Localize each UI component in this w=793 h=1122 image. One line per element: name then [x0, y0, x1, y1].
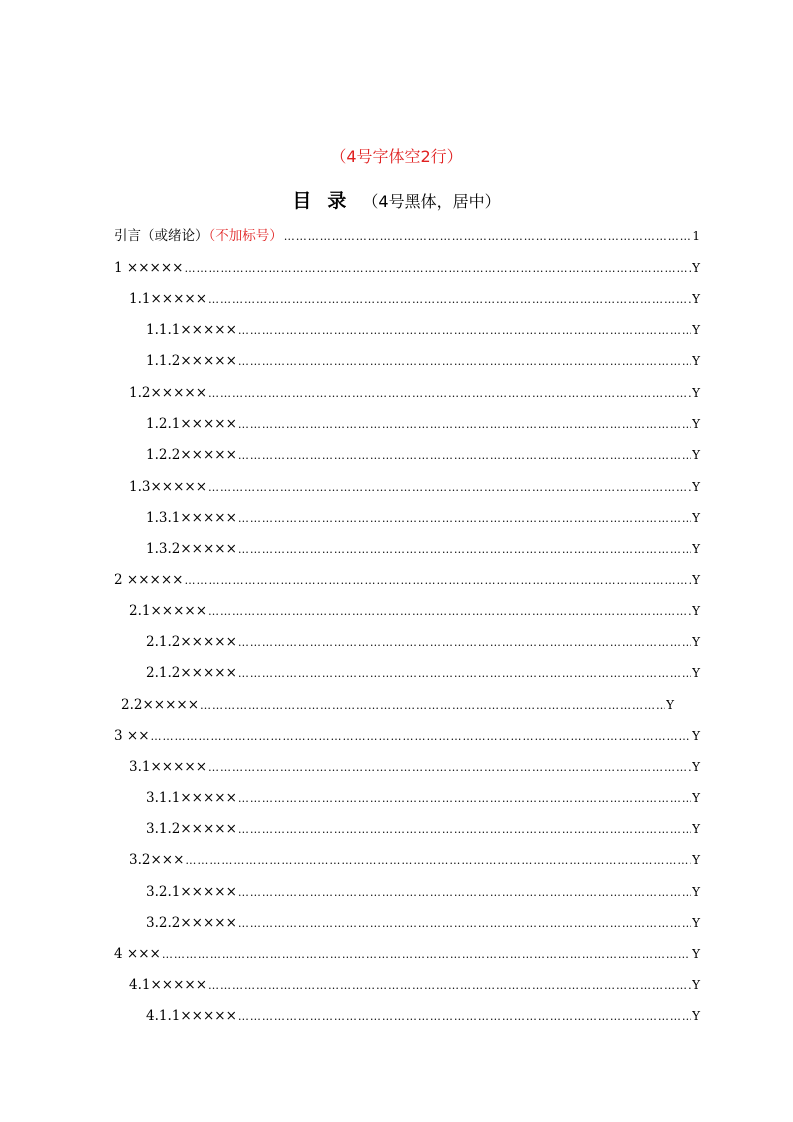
toc-entry[interactable] — [146, 413, 700, 435]
toc-entry-label: 2.1.2××××× — [146, 634, 237, 650]
dot-leader — [208, 477, 691, 499]
toc-entry-label: 3.1××××× — [129, 759, 208, 775]
toc-entry[interactable] — [129, 600, 700, 622]
toc-entry-label: 1.3.2××××× — [146, 541, 237, 557]
toc-entry-label: 1.2××××× — [129, 385, 208, 401]
dot-leader — [238, 351, 691, 373]
toc-entry-label: 2.2××××× — [121, 697, 200, 713]
toc-page-number: Y — [692, 947, 700, 961]
toc-entry-label: 1.3.1××××× — [146, 510, 237, 526]
toc-entry-note: （不加标号） — [208, 228, 283, 244]
toc-entry[interactable] — [129, 756, 700, 778]
toc-entry-label: 2.1××××× — [129, 603, 208, 619]
toc-entry[interactable] — [146, 631, 700, 653]
toc-entry[interactable] — [146, 912, 700, 934]
toc-entry-label: 3.1.2××××× — [146, 821, 237, 837]
toc-page-number: Y — [692, 666, 700, 680]
toc-entry-label: 1.1××××× — [129, 291, 208, 307]
toc-entry-label: 3 ×× — [114, 728, 150, 744]
toc-page-number: Y — [692, 386, 700, 400]
toc-entry[interactable] — [146, 538, 700, 560]
toc-entry[interactable] — [146, 1005, 700, 1027]
toc-page-number: Y — [692, 448, 700, 462]
toc-entry[interactable] — [146, 319, 700, 341]
toc-page-number: Y — [692, 916, 700, 930]
toc-page-number: Y — [692, 1009, 700, 1023]
toc-page-number: Y — [666, 698, 674, 712]
toc-page-number: Y — [692, 480, 700, 494]
toc-entry[interactable] — [129, 476, 700, 498]
dot-leader — [238, 882, 691, 904]
toc-page-number: Y — [692, 853, 700, 867]
dot-leader — [238, 508, 691, 530]
dot-leader — [284, 226, 692, 248]
toc-page-number: Y — [692, 978, 700, 992]
toc-page-number: Y — [692, 791, 700, 805]
toc-page-number: Y — [692, 760, 700, 774]
toc-entry[interactable] — [146, 818, 700, 840]
toc-title-format-hint: （4号黑体，居中） — [362, 192, 501, 211]
toc-entry[interactable] — [146, 444, 700, 466]
dot-leader — [238, 913, 691, 935]
toc-entry-label: 1.2.2××××× — [146, 447, 237, 463]
toc-entry[interactable] — [146, 881, 700, 903]
dot-leader — [238, 539, 691, 561]
toc-entry-label: 1.1.1××××× — [146, 322, 237, 338]
toc-page-number: Y — [692, 354, 700, 368]
toc-entry-label: 1.2.1××××× — [146, 416, 237, 432]
toc-page-number: Y — [692, 417, 700, 431]
toc-page-number: Y — [692, 542, 700, 556]
dot-leader — [185, 850, 691, 872]
dot-leader — [208, 289, 691, 311]
toc-entry[interactable] — [114, 725, 700, 747]
dot-leader — [238, 320, 691, 342]
toc-page-number: 1 — [692, 229, 700, 243]
toc-page-number: Y — [692, 822, 700, 836]
dot-leader — [184, 570, 691, 592]
dot-leader — [238, 819, 691, 841]
toc-entry-label: 4.1××××× — [129, 977, 208, 993]
toc-page-number: Y — [692, 635, 700, 649]
toc-entry[interactable] — [129, 382, 700, 404]
toc-heading — [0, 186, 793, 213]
dot-leader — [238, 445, 691, 467]
toc-entry-intro[interactable] — [114, 225, 700, 247]
toc-page-number: Y — [692, 511, 700, 525]
dot-leader — [238, 632, 691, 654]
toc-entry-label: 3.2.1××××× — [146, 884, 237, 900]
toc-entry-label: 4.1.1××××× — [146, 1008, 237, 1024]
toc-entry[interactable] — [146, 787, 700, 809]
dot-leader — [208, 757, 691, 779]
toc-entry[interactable] — [146, 350, 700, 372]
toc-entry-label: 3.2.2××××× — [146, 915, 237, 931]
dot-leader — [151, 726, 692, 748]
dot-leader — [238, 788, 691, 810]
toc-entry[interactable] — [129, 288, 700, 310]
toc-page-number: Y — [692, 573, 700, 587]
toc-entry-label: 2.1.2××××× — [146, 665, 237, 681]
toc-page-number: Y — [692, 729, 700, 743]
toc-entry-label: 1.1.2××××× — [146, 353, 237, 369]
toc-page-number: Y — [692, 261, 700, 275]
toc-entry-label: 3.2××× — [129, 852, 185, 868]
toc-page-number: Y — [692, 885, 700, 899]
toc-entry-label: 1.3××××× — [129, 479, 208, 495]
toc-entry-label: 3.1.1××××× — [146, 790, 237, 806]
spacing-note: （4号字体空2行） — [330, 147, 463, 166]
toc-entry[interactable] — [114, 257, 700, 279]
toc-page-number: Y — [692, 323, 700, 337]
toc-entry[interactable] — [146, 507, 700, 529]
toc-entry[interactable] — [129, 974, 700, 996]
dot-leader — [208, 975, 691, 997]
toc-page-number: Y — [692, 604, 700, 618]
toc-entry[interactable] — [146, 662, 700, 684]
toc-title: 目录 — [292, 190, 363, 212]
toc-entry[interactable] — [114, 569, 700, 591]
toc-entry-label: 2 ××××× — [114, 572, 184, 588]
toc-entry-label: 4 ××× — [114, 946, 161, 962]
dot-leader — [238, 1006, 691, 1028]
dot-leader — [238, 663, 691, 685]
dot-leader — [208, 383, 691, 405]
toc-entry-label: 1 ××××× — [114, 260, 184, 276]
dot-leader — [162, 944, 691, 966]
toc-entry[interactable] — [129, 849, 700, 871]
dot-leader — [238, 414, 691, 436]
dot-leader — [184, 258, 691, 280]
toc-entry-label: 引言（或绪论） — [114, 228, 209, 244]
dot-leader — [208, 601, 691, 623]
dot-leader — [200, 695, 665, 717]
toc-entry[interactable] — [114, 943, 700, 965]
toc-entry[interactable] — [121, 694, 674, 716]
toc-page-number: Y — [692, 292, 700, 306]
